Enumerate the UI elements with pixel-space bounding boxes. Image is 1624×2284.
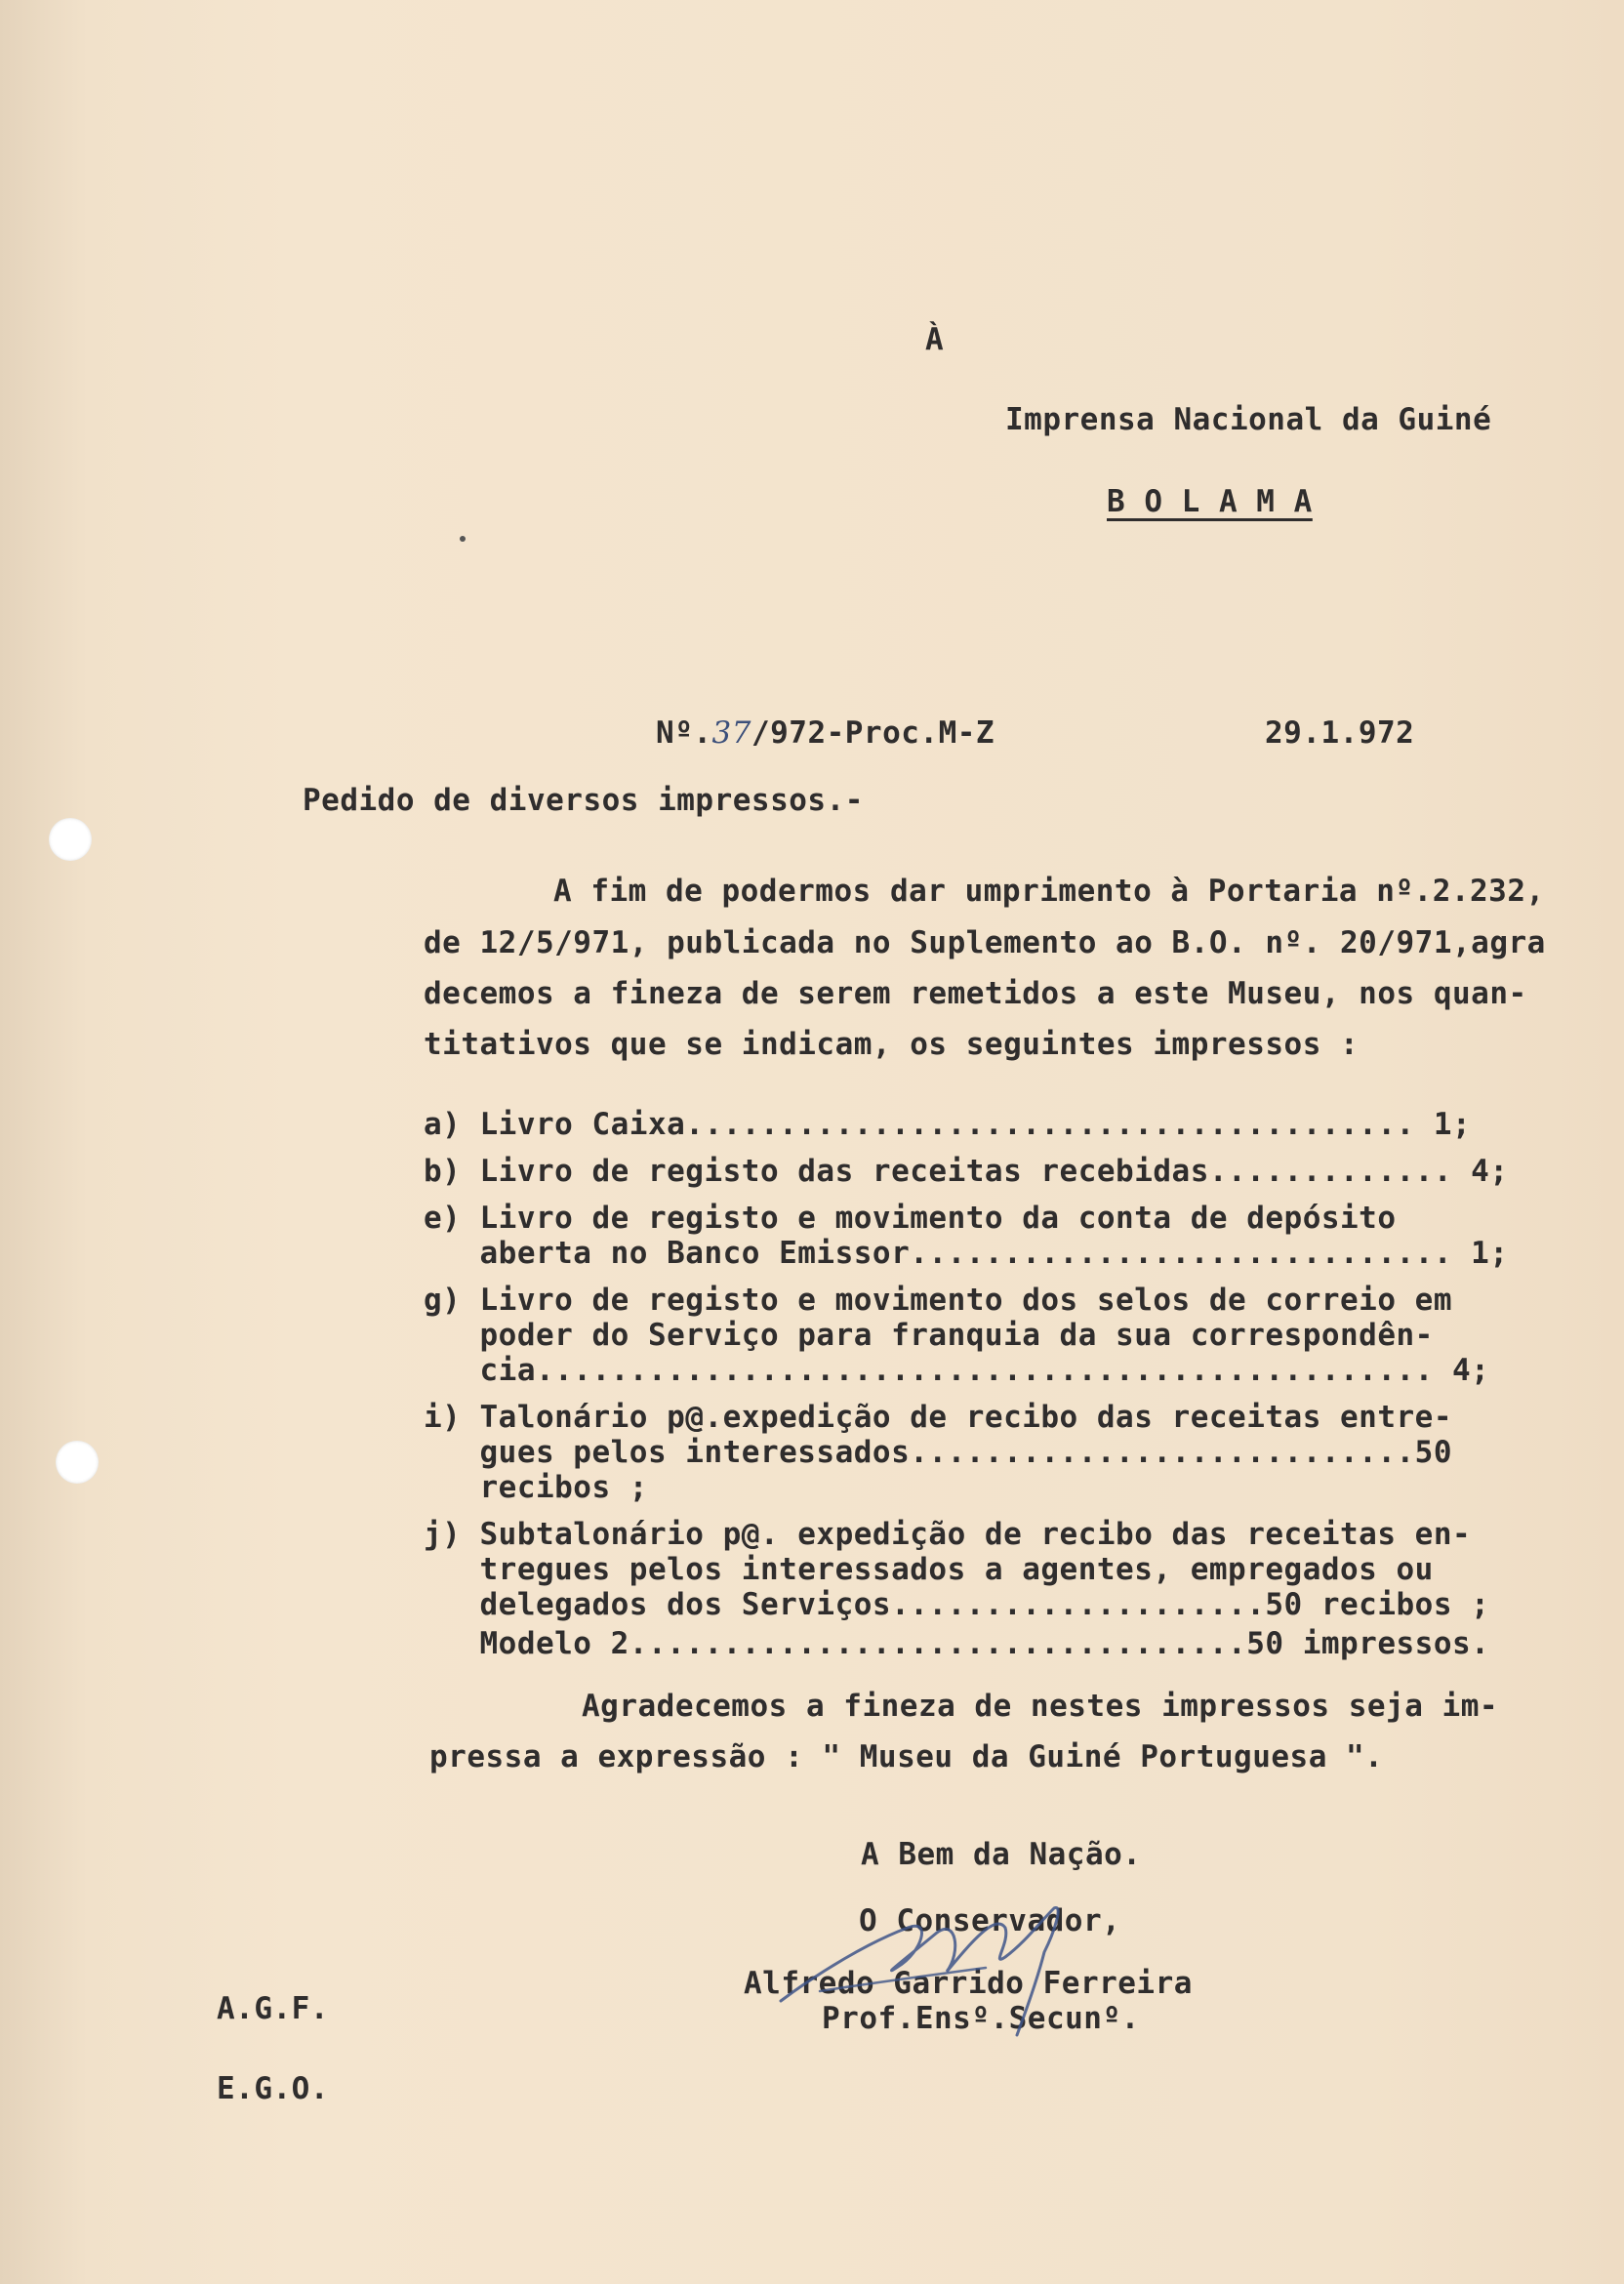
subject: Pedido de diversos impressos.- — [303, 783, 864, 818]
reference-number — [656, 715, 995, 751]
addressee-prefix: À — [925, 322, 945, 357]
closing-line-1: Agradecemos a fineza de nestes impressos seja im- — [582, 1689, 1499, 1724]
item-j-line-1: j) Subtalonário p@. expedição de recibo das receitas en- — [424, 1517, 1472, 1552]
item-e-line-1: e) Livro de registo e movimento da conta de depósito — [424, 1201, 1397, 1236]
signer-role: O Conservador, — [859, 1903, 1121, 1938]
reference-suffix: /972-Proc.M-Z — [751, 715, 995, 751]
initials-2: E.G.O. — [217, 2071, 329, 2106]
reference-prefix: Nº. — [656, 715, 712, 751]
reference-handwritten-number: 37 — [711, 715, 751, 751]
stray-mark — [460, 536, 466, 542]
item-g-line-3: cia................................................ 4; — [424, 1353, 1490, 1388]
item-j-line-4: Modelo 2.................................50 impressos. — [424, 1626, 1490, 1661]
item-e-line-2: aberta no Banco Emissor............................. 1; — [424, 1236, 1509, 1271]
item-g-line-2: poder do Serviço para franquia da sua correspondên- — [424, 1318, 1434, 1353]
punch-hole-top — [49, 818, 92, 861]
initials-1: A.G.F. — [217, 1991, 329, 2026]
item-j-line-3: delegados dos Serviços....................50 recibos ; — [424, 1587, 1490, 1622]
closing-line-2: pressa a expressão : " Museu da Guiné Portuguesa ". — [429, 1739, 1384, 1774]
item-g-line-1: g) Livro de registo e movimento dos selos de correio em — [424, 1283, 1452, 1318]
handwritten-signature — [761, 1874, 1152, 2050]
body-line-2: de 12/5/971, publicada no Suplemento ao B.O. nº. 20/971,agra — [424, 925, 1546, 960]
addressee: Imprensa Nacional da Guiné — [1005, 402, 1492, 437]
city: B O L A M A — [1107, 484, 1313, 519]
salutation: A Bem da Nação. — [861, 1837, 1142, 1872]
item-i-line-3: recibos ; — [424, 1470, 648, 1505]
reference-date: 29.1.972 — [1265, 715, 1415, 751]
item-a: a) Livro Caixa....................................... 1; — [424, 1107, 1472, 1142]
body-line-4: titativos que se indicam, os seguintes impressos : — [424, 1027, 1360, 1062]
item-i-line-1: i) Talonário p@.expedição de recibo das receitas entre- — [424, 1400, 1452, 1435]
signer-title: Prof.Ensº.Secunº. — [822, 2001, 1140, 2036]
body-line-1: A fim de podermos dar umprimento à Portaria nº.2.232, — [553, 874, 1545, 909]
body-line-3: decemos a fineza de serem remetidos a este Museu, nos quan- — [424, 976, 1527, 1011]
punch-hole-bottom — [56, 1441, 99, 1484]
signer-name: Alfredo Garrido Ferreira — [744, 1966, 1193, 2001]
item-j-line-2: tregues pelos interessados a agentes, empregados ou — [424, 1552, 1434, 1587]
item-i-line-2: gues pelos interessados...........................50 — [424, 1435, 1452, 1470]
item-b: b) Livro de registo das receitas recebidas............. 4; — [424, 1154, 1509, 1189]
